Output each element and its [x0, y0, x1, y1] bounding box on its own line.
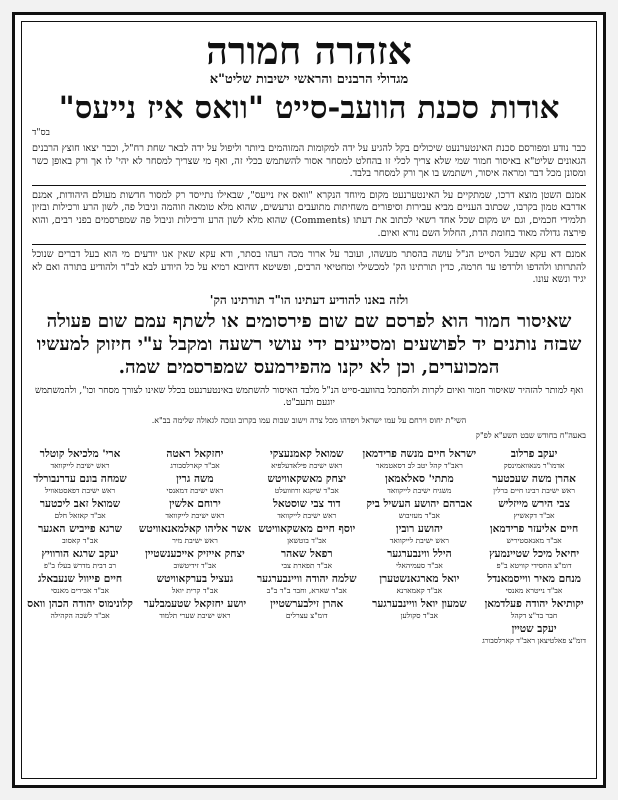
signature-name: יצחק אייזיק אייכענשטיין [145, 547, 245, 560]
signature [27, 573, 133, 595]
signature-title: אב"ד קאזאל חלם [54, 510, 106, 520]
signature-title: אב"ד שארא, וחבר ב"ד ב"ב [266, 585, 347, 595]
signature-title: חבר בד"צ דקהל [510, 610, 558, 620]
signature-title: אב"ד סעמיהאלי [395, 560, 443, 570]
notice-title: אזהרה חמורה [206, 28, 412, 73]
signature-name: יעקב שטיין [511, 622, 557, 635]
signature-name: אהרן משה שעכטער [492, 472, 576, 485]
signature-name: יצחק מאשקאוויטש [267, 472, 346, 485]
signature-title: אב"ד נייטרא מאנסי [505, 585, 563, 595]
signature [27, 498, 133, 520]
signature-name: יקותיאל יהודה פעלדמאן [484, 597, 584, 610]
signature-title: אב"ד זידיטשוב [173, 560, 217, 570]
notice-headline: אודות סכנת הוועב-סייט "וואס איז נייעס" [58, 90, 560, 126]
signature [139, 598, 251, 620]
signature [363, 498, 477, 520]
signature-name: אשר אליהו קאלמאנאוויטש [138, 522, 251, 535]
signature [482, 623, 586, 645]
signature-name: הילל ווינבערגער [387, 547, 452, 560]
signature-title: אב"ד לשכה הקהילה [50, 610, 110, 620]
signature-title: ראש ישיבת לייקוואד [389, 535, 449, 545]
signature-name: אהרן זילבערשטיין [270, 597, 344, 610]
signature-name: יוסף חיים מאשקאוויטש [258, 522, 356, 535]
signature-title: ראב"ד קהל יטב לב דסאטמאר [375, 460, 463, 470]
signature-name: מתתי' סאלאמאן [385, 472, 454, 485]
paragraph-3: אמנם דא עקא שבעל הסייט הנ"ל עושה בהסתר מעשהו, ועובר על ארור מכה רעהו בסתר, ודא עקא שאין אנו יודעים מי הוא בעל דברים שנוכל להתרותו ולהדפו ולרדפו עד חרמה, כדין תורתינו הק' למכשילי ומחטיאי הרבים, ופשיטא דחיובא רמיא על כל היודע לבא לב"ד ולהודיע בתורה ואם לא יגיד ונשא עונו. [32, 249, 586, 286]
signature-title: אב"ד קאמארנא [396, 585, 443, 595]
signature-title: דומ"צ עצרלים [285, 610, 328, 620]
signature-title: אב"ד מעזיבוש [398, 510, 440, 520]
signature [482, 498, 586, 520]
signature-title: ראש ישיבת פילאדעלפיא [271, 460, 343, 470]
signature [363, 548, 477, 570]
signature-name: ירוחם אלשין [169, 497, 221, 510]
signature [257, 448, 357, 470]
signature-title: משגיח ישיבת לייקוואד [387, 485, 452, 495]
signature [482, 573, 586, 595]
signature [257, 548, 357, 570]
signature-title: ראש ישיבת שערי תלמוד [159, 610, 231, 620]
signature-title: ראש ישיבת רבינו חיים ברלין [493, 485, 575, 495]
signature [257, 573, 357, 595]
blessing: השי"ת יחוס וירחם על עמו ישראל ויפדהו מכל צרה וישוב שבות עמו בקרוב ונזכה לגאולה שלימה בב"א. [151, 415, 467, 425]
signature-name: שמואל קאמנעצקי [270, 447, 344, 460]
footnote: ואף למותר להזהיר שאיסור חמור ואיום לקרות ולהסתכל בהוועב-סייט הנ"ל מלבד האיסור להשתמש באינטערנעט בכלל שאינו לצורך מסחר וכו", ולהמשתמש יוגעם ותעב"ט. [34, 384, 584, 408]
signature [257, 598, 357, 620]
signature-title: ראש ישיבת לייקוואד [165, 510, 225, 520]
signature-title: אב"ד דקאשיץ [513, 510, 555, 520]
signature-name: יואל מארגאנשטערן [379, 572, 460, 585]
signature [139, 448, 251, 470]
signature [363, 448, 477, 470]
signature [139, 473, 251, 495]
signature-title: ראש ישיבת לייקוואד [50, 460, 110, 470]
signature [139, 573, 251, 595]
signature-title: אב"ד קאסוב [62, 535, 98, 545]
signature-title: אב"ד קארלסבורג [170, 460, 220, 470]
signature-name: יהושע רובין [395, 522, 443, 535]
signature-title: ראש ישיבת דפאסטאוויל [44, 485, 116, 495]
signature [363, 523, 477, 545]
signature-title: אב"ד קרית יואל [171, 585, 218, 595]
signing-date: באעה"ח בחודש שבט תשע"א לפ"ק [475, 430, 586, 440]
signature-name: קלונימוס יהודה הכהן וואס [27, 597, 133, 610]
signature [363, 598, 477, 620]
signature-title: אב"ד תפארת צבי [281, 560, 333, 570]
signature [139, 548, 251, 570]
signatures-grid [27, 447, 586, 645]
signature [139, 498, 251, 520]
signature-name: מנחם מאיר ווייסמאנדל [487, 572, 581, 585]
signature-name: חיים פייוול שנעבאלג [38, 572, 123, 585]
signature-name: יעקב פרלוב [510, 447, 558, 460]
bsd-mark: בס"ד [32, 128, 50, 138]
signature-title: אב"ד אבירים מאנסי [51, 585, 110, 595]
signature [27, 448, 133, 470]
signature [257, 473, 357, 495]
signature-title: ראש ישיבת דמאנסי [166, 485, 224, 495]
signature-title: ראש ישיבת לייקוואד [277, 510, 337, 520]
signature [482, 473, 586, 495]
signature [257, 523, 357, 545]
notice-page [12, 12, 606, 788]
signature-name: שרגא פייביש האגער [38, 522, 122, 535]
notice-subtitle: מגדולי הרבנים והראשי ישיבות שליט"א [209, 72, 409, 87]
divider [32, 185, 586, 186]
signature-name: משה גרין [176, 472, 214, 485]
signature [27, 598, 133, 620]
signature [139, 523, 251, 545]
signature-title: דומ"צ החסידי קוויטא ב"פ [496, 560, 572, 570]
signature [27, 523, 133, 545]
signature-name: געציל בערקאוויטש [156, 572, 234, 585]
signature [257, 498, 357, 520]
signature-name: יושע יחזקאל שטעמבלער [143, 597, 247, 610]
signature-name: חיים אליעזר פרידמאן [489, 522, 579, 535]
signature-name: צבי הירש מייזליש [498, 497, 570, 510]
signature-name: יחזקאל ראטה [166, 447, 224, 460]
signature [363, 473, 477, 495]
signature [482, 548, 586, 570]
signature-name: יעקב שרגא הורוויץ [41, 547, 119, 560]
signature-title: ראש ישיבת מיר [172, 535, 218, 545]
signature [482, 598, 586, 620]
signature [482, 448, 586, 470]
signature-title: אב"ד שיקגא ורוזוועלט [274, 485, 339, 495]
paragraph-2: אמנם השטן מוצא דרכו, שמתקיים על האינטערנעט מקום מיוחד הנקרא "וואס איז נייעס", שבאילו נתייסד רק למסור חדשות מעולם היהודות, אמנם אדרבא טמון בקרבו, שכתוב העניים מביא עבירות וסיפורים משחיתות מתועבים ונרעשים, שהוא מלא טומאה וזוהמה וניבול פה, לשון הרע ורכילות ובזיון תלמידי חכמים, וגם יש מקום שכל אחד רשאי לכתוב את דעתו (Comments) שהוא מלא לשון הרע ורכילות וניבול פה שמפרסמים בפני רבים, והוא פירצה גדולה מאוד בחומת הדת, החלול השם נורא ואיום. [32, 189, 587, 239]
signature [27, 473, 133, 495]
signature-title: רב דבית מדרש בעלז ב"פ [43, 560, 117, 570]
signature-name: דוד צבי שוסטאל [273, 497, 341, 510]
paragraph-1: כבר נודע ומפורסם סכנת האינטערנעט שיכולים בקל להגיע על ידה למקומות המזוהמים ביותר וליפול על ידה לבאר שחת רח"ל, וכבר יצאו חוצץ הרבנים הגאונים שליט"א באיסור חמור שמי שלא צריך לכלי זו בהחלט למסחר אסור להשתמש בכלי זה, ואף מי שצריך למסחר לא יהי' לו אך ורק באופן כשר ומסונן מכל דבר ומראה איסור, וישתמש בו אך ורק למסחר בלבד. [32, 143, 586, 180]
signature-name: יחיאל מיכל שטיינמעץ [489, 547, 580, 560]
signature-name: שלמה יהודה וויינבערגער [257, 572, 357, 585]
signature-name: שמואל זאב ליכטער [39, 497, 121, 510]
notice-frame [21, 21, 597, 779]
signature-name: ישראל חיים מנשה פרידמאן [362, 447, 477, 460]
divider [32, 244, 586, 245]
signature-name: ארי' מלכיאל קוטלר [39, 447, 121, 460]
signature-name: אברהם יהושע העשיל ביק [366, 497, 473, 510]
signature-title: אב"ד בוטשאן [287, 535, 327, 545]
signature [27, 548, 133, 570]
signature-name: שמעון יואל וויינבערגער [372, 597, 467, 610]
signature [363, 573, 477, 595]
signature-name: רפאל שאהר [280, 547, 333, 560]
signature-title: אב"ד מאנאסטיריש [506, 535, 562, 545]
signature-title: אב"ד סקולען [400, 610, 439, 620]
signature-title: דומ"צ פאלטיצאן ראב"ד קארלסבורג [482, 635, 586, 645]
lead-line: ולזה באנו להודיע דעתינו הו"ד תורתינו הק' [209, 292, 409, 307]
signature-name: שמחה בונם עדרנבורלד [33, 472, 127, 485]
declaration: שאיסור חמור הוא לפרסם שם שום פירסומים או לשתף עמם שום פעולה שבזה נותנים יד לפושעים ומסייעים ידי עושי רשעה ומקבל ע"י חיזוק למעשיו המכוערים, וכן לא יקנו מהפירמעס שמפרסמים שמה. [36, 310, 582, 378]
signature-title: אדמו"ר מנאוואמינסק [503, 460, 565, 470]
signature [482, 523, 586, 545]
